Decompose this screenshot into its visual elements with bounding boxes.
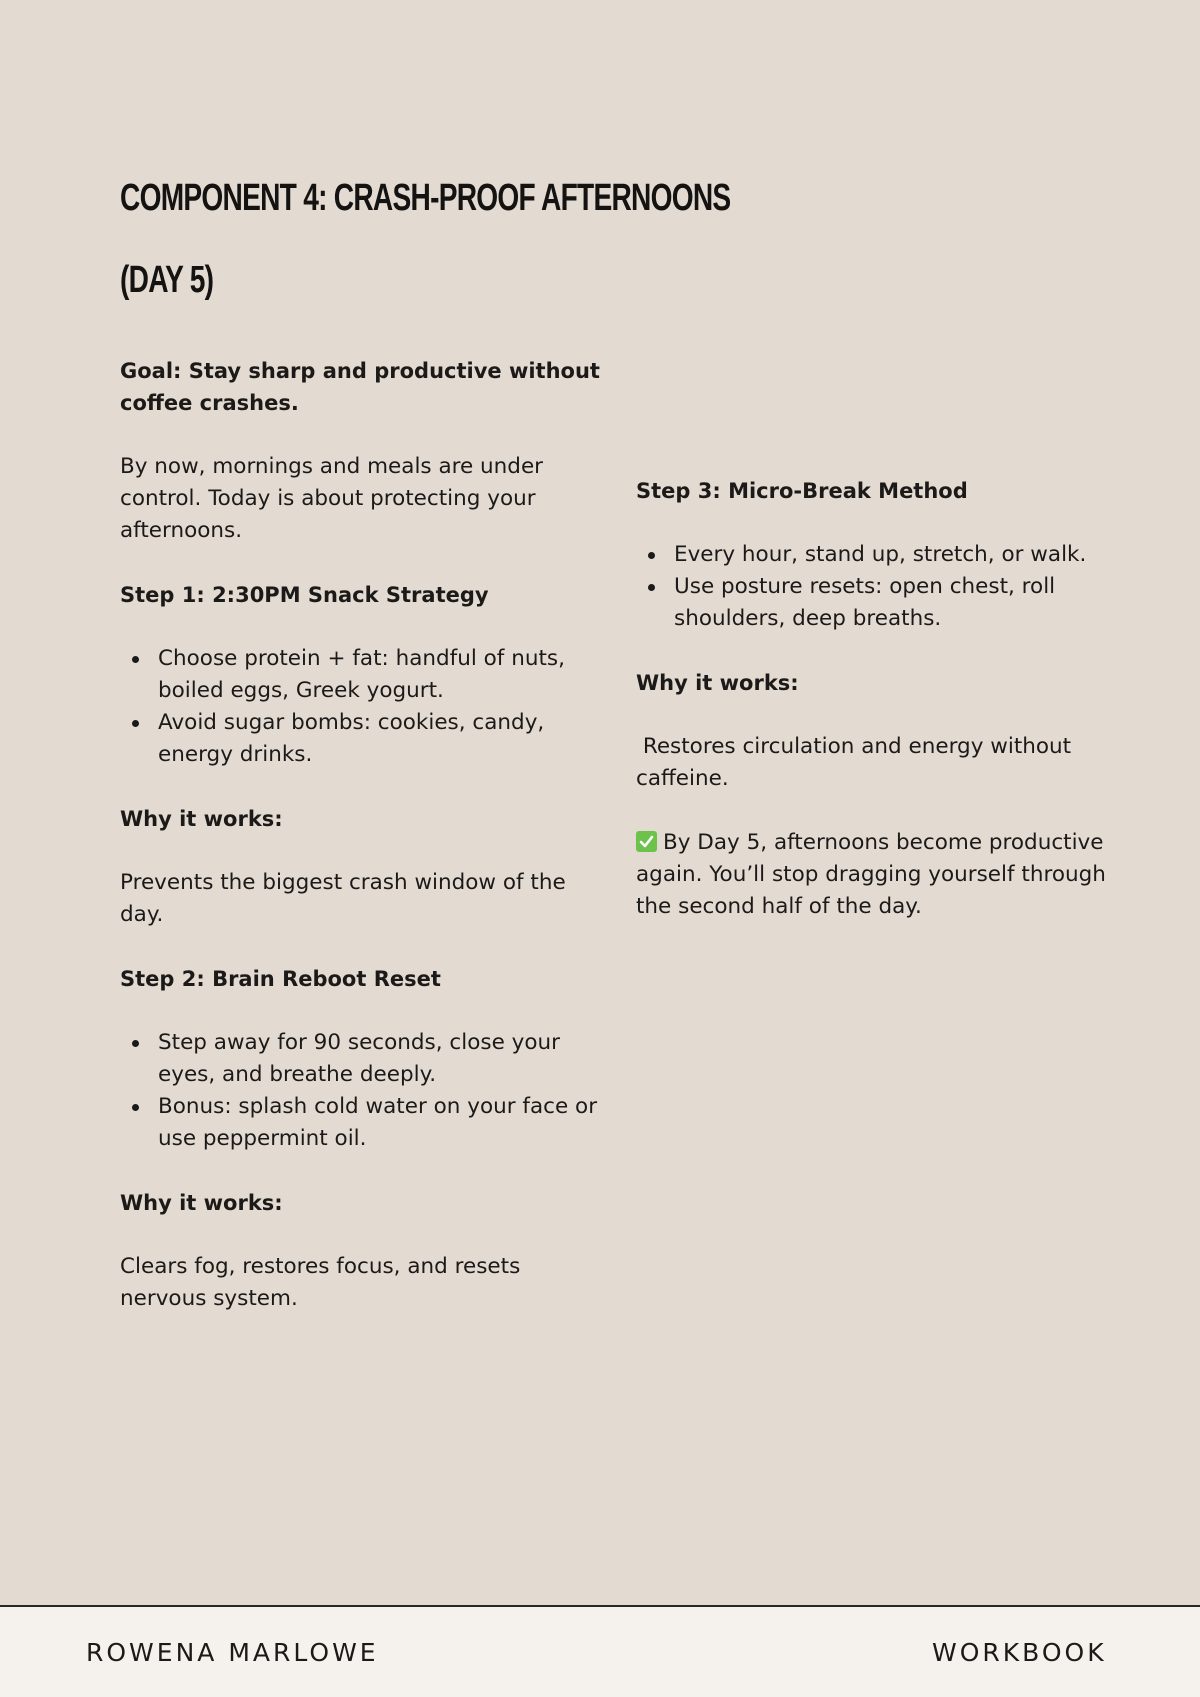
list-item: Step away for 90 seconds, close your eyes, and breathe deeply. <box>158 1027 600 1091</box>
list-item: Choose protein + fat: handful of nuts, boiled eggs, Greek yogurt. <box>158 643 600 707</box>
step1-heading: Step 1: 2:30PM Snack Strategy <box>120 583 489 607</box>
page-title-line-2: (DAY 5) <box>120 259 214 301</box>
goal-text: Goal: Stay sharp and productive without coffee crashes. <box>120 359 600 415</box>
step1-bullet-list <box>120 643 600 771</box>
conclusion-paragraph <box>636 827 1116 923</box>
footer-label: WORKBOOK <box>932 1638 1107 1667</box>
left-column <box>120 355 600 1347</box>
step3-bullet-list <box>636 539 1116 635</box>
step3-why-text: Restores circulation and energy without caffeine. <box>636 734 1078 791</box>
page-title-line-1: COMPONENT 4: CRASH-PROOF AFTERNOONS <box>120 177 731 219</box>
list-item: Use posture resets: open chest, roll shoulders, deep breaths. <box>674 571 1116 635</box>
step1-why-heading: Why it works: <box>120 807 283 831</box>
step3-heading: Step 3: Micro-Break Method <box>636 479 968 503</box>
conclusion-text: By Day 5, afternoons become productive again. You’ll stop dragging yourself through the second half of the day. <box>636 830 1106 919</box>
step2-bullet-list <box>120 1027 600 1155</box>
step3-why-heading: Why it works: <box>636 671 799 695</box>
list-item: Every hour, stand up, stretch, or walk. <box>674 539 1116 571</box>
step2-why-heading: Why it works: <box>120 1191 283 1215</box>
step1-why-text: Prevents the biggest crash window of the day. <box>120 870 566 927</box>
right-column <box>636 475 1116 955</box>
intro-text: By now, mornings and meals are under control. Today is about protecting your afternoons. <box>120 454 544 543</box>
list-item: Avoid sugar bombs: cookies, candy, energy drinks. <box>158 707 600 771</box>
step2-why-text: Clears fog, restores focus, and resets nervous system. <box>120 1254 521 1311</box>
list-item: Bonus: splash cold water on your face or use peppermint oil. <box>158 1091 600 1155</box>
step2-heading: Step 2: Brain Reboot Reset <box>120 967 441 991</box>
footer-author: ROWENA MARLOWE <box>86 1638 379 1667</box>
check-mark-icon <box>636 831 657 852</box>
